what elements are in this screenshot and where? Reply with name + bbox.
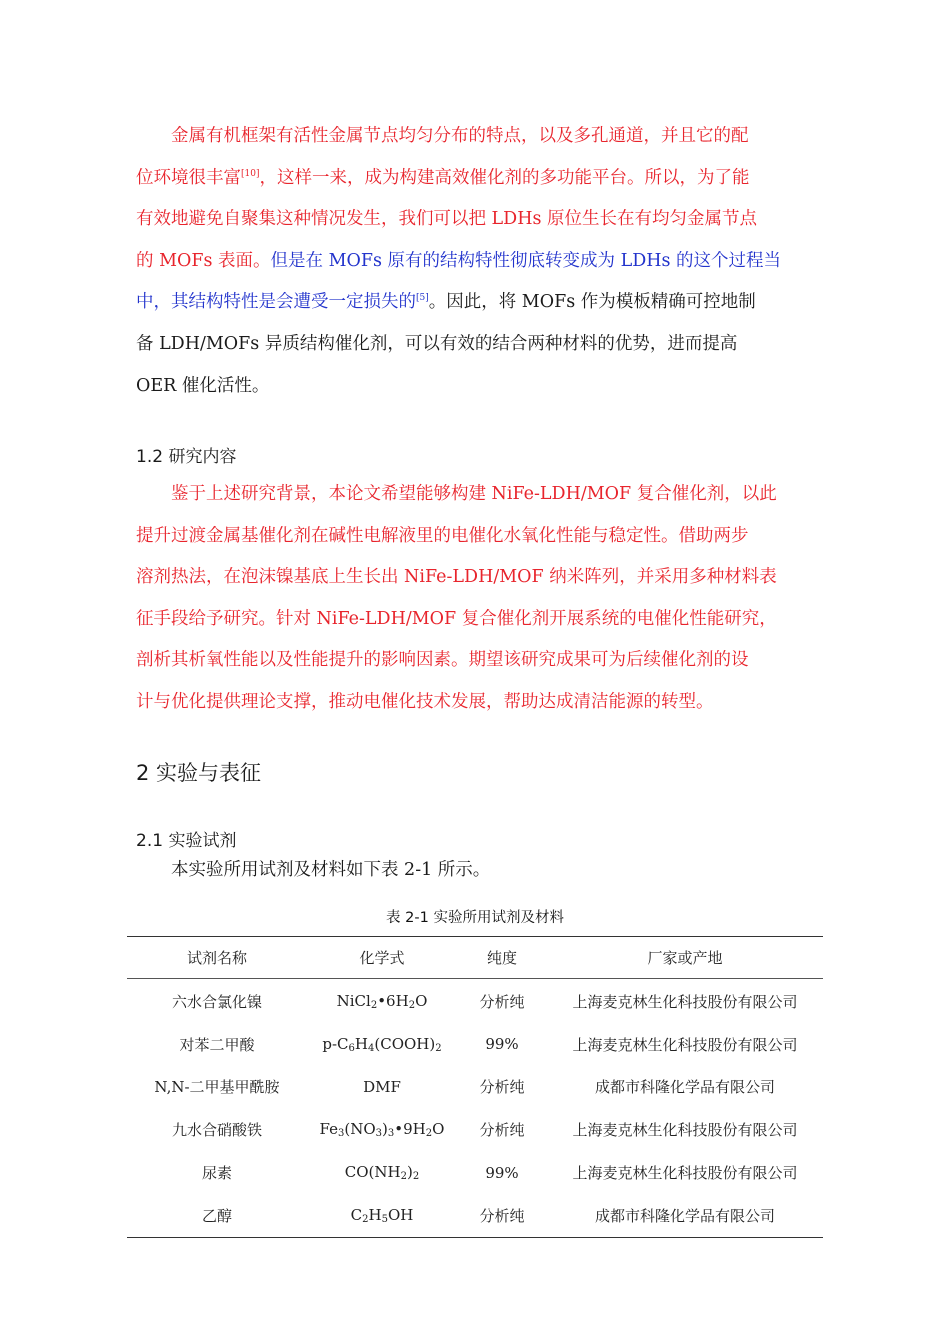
cell-formula xyxy=(307,1023,457,1066)
cell-purity: 分析纯 xyxy=(479,992,525,1011)
formula-part: C xyxy=(350,1205,363,1224)
cell-formula xyxy=(307,1108,457,1151)
formula-part: O xyxy=(415,991,428,1010)
intro-text: 。因此，将 MOFs 作为模板精确可控地制 xyxy=(428,292,756,313)
cell-reagent-name: 六水合氯化镍 xyxy=(171,992,262,1011)
cell-formula xyxy=(307,1151,457,1194)
cell-manufacturer: 上海麦克林生化科技股份有限公司 xyxy=(572,992,798,1011)
cell-manufacturer: 成都市科隆化学品有限公司 xyxy=(594,1078,775,1097)
table-row xyxy=(127,1108,823,1151)
table-row xyxy=(127,1194,823,1237)
formula-part: (COOH) xyxy=(374,1034,436,1053)
cell-formula xyxy=(307,979,457,1023)
intro-text: 的 MOFs 表面。 xyxy=(136,250,271,271)
formula-part: O xyxy=(432,1120,445,1139)
citation-ref: [5] xyxy=(416,293,429,304)
formula-subscript: 3 xyxy=(387,1128,395,1140)
intro-line: 金属有机框架有活性金属节点均匀分布的特点，以及多孔通道，并且它的配 xyxy=(171,126,749,146)
cell-formula xyxy=(307,1066,457,1109)
cell-purity: 分析纯 xyxy=(479,1078,525,1097)
intro-line: OER 催化活性。 xyxy=(136,375,270,396)
formula-subscript: 3 xyxy=(375,1128,383,1140)
header-purity: 纯度 xyxy=(457,937,547,979)
header-maker: 厂家或产地 xyxy=(547,937,823,979)
chapter-heading-2: 2 实验与表征 xyxy=(136,761,262,785)
formula-part: OH xyxy=(387,1205,414,1224)
cell-reagent-name: 尿素 xyxy=(201,1164,232,1183)
paragraph-line: 剖析其析氧性能以及性能提升的影响因素。期望该研究成果可为后续催化剂的设 xyxy=(136,650,749,671)
formula-subscript: 5 xyxy=(381,1213,388,1225)
paragraph-line: 计与优化提供理论支撑，推动电催化技术发展，帮助达成清洁能源的转型。 xyxy=(136,691,714,712)
formula-subscript: 2 xyxy=(370,999,378,1011)
intro-line: 备 LDH/MOFs 异质结构催化剂，可以有效的结合两种材料的优势，进而提高 xyxy=(136,333,738,354)
formula-part: CO(NH xyxy=(344,1163,401,1182)
table-row xyxy=(127,1066,823,1109)
intro-line xyxy=(136,158,816,200)
formula-part: ) xyxy=(406,1163,413,1182)
section-heading-1-2: 1.2 研究内容 xyxy=(136,447,237,467)
formula-subscript: 3 xyxy=(338,1128,345,1140)
formula-subscript: 2 xyxy=(408,999,416,1011)
reagents-table xyxy=(127,936,823,1238)
cell-reagent-name: N,N-二甲基甲酰胺 xyxy=(154,1078,280,1097)
cell-manufacturer: 上海麦克林生化科技股份有限公司 xyxy=(572,1035,798,1054)
formula-part: Fe xyxy=(319,1120,339,1139)
paragraph-line: 征手段给予研究。针对 NiFe-LDH/MOF 复合催化剂开展系统的电催化性能研究， xyxy=(136,608,777,629)
paragraph-line: 本实验所用试剂及材料如下表 2-1 所示。 xyxy=(171,860,491,880)
paragraph-line: 溶剂热法，在泡沫镍基底上生长出 NiFe-LDH/MOF 纳米阵列，并采用多种材料表 xyxy=(136,567,777,588)
formula-subscript: 4 xyxy=(368,1042,375,1054)
formula-subscript: 2 xyxy=(400,1171,407,1183)
intro-text: 位环境很丰富 xyxy=(136,167,241,188)
research-content-paragraph xyxy=(136,474,816,724)
cell-manufacturer: 上海麦克林生化科技股份有限公司 xyxy=(572,1164,798,1183)
table-row xyxy=(127,1151,823,1194)
header-name: 试剂名称 xyxy=(127,937,307,979)
formula-subscript: 6 xyxy=(348,1042,355,1054)
table-body xyxy=(127,979,823,1238)
cell-purity: 分析纯 xyxy=(457,1194,547,1237)
reagents-intro-text xyxy=(136,850,816,892)
section-heading-2-1: 2.1 实验试剂 xyxy=(136,831,237,851)
intro-line: 有效地避免自聚集这种情况发生，我们可以把 LDHs 原位生长在有均匀金属节点 xyxy=(136,209,758,230)
cell-manufacturer: 成都市科隆化学品有限公司 xyxy=(547,1194,823,1237)
header-formula: 化学式 xyxy=(307,937,457,979)
formula-part: •6H xyxy=(377,991,409,1010)
cell-reagent-name: 乙醇 xyxy=(127,1194,307,1237)
formula-part: DMF xyxy=(363,1077,401,1096)
table-header-row xyxy=(127,937,823,979)
cell-purity: 99% xyxy=(485,1163,519,1182)
formula-subscript: 2 xyxy=(412,1171,420,1183)
formula-subscript: 2 xyxy=(425,1128,433,1140)
cell-formula xyxy=(307,1194,457,1237)
cell-purity: 99% xyxy=(485,1035,519,1054)
cell-reagent-name: 对苯二甲酸 xyxy=(179,1035,255,1054)
intro-line xyxy=(136,241,816,283)
formula-part: (NO xyxy=(344,1120,376,1139)
table-caption: 表 2-1 实验所用试剂及材料 xyxy=(386,910,564,926)
cell-purity: 分析纯 xyxy=(479,1121,525,1140)
formula-part: NiCl xyxy=(336,991,371,1010)
table-row xyxy=(127,979,823,1023)
formula-part: ) xyxy=(382,1120,388,1139)
formula-part: •9H xyxy=(394,1120,426,1139)
formula-subscript: 2 xyxy=(362,1213,369,1225)
paragraph-line: 提升过渡金属基催化剂在碱性电解液里的电催化水氧化性能与稳定性。借助两步 xyxy=(136,525,749,546)
formula-subscript: 2 xyxy=(435,1042,442,1054)
cell-reagent-name: 九水合硝酸铁 xyxy=(171,1121,262,1140)
paragraph-line: 鉴于上述研究背景，本论文希望能够构建 NiFe-LDH/MOF 复合催化剂，以此 xyxy=(171,484,777,504)
intro-text-blue: 但是在 MOFs 原有的结构特性彻底转变成为 LDHs 的这个过程当 xyxy=(270,250,782,271)
intro-line xyxy=(136,282,816,324)
intro-text: ，这样一来，成为构建高效催化剂的多功能平台。所以，为了能 xyxy=(259,167,750,188)
formula-part: H xyxy=(354,1034,368,1053)
intro-text-blue: 中，其结构特性是会遭受一定损失的 xyxy=(136,292,416,313)
table-row xyxy=(127,1023,823,1066)
formula-part: p-C xyxy=(322,1034,349,1053)
intro-paragraph xyxy=(136,116,816,407)
citation-ref: [10] xyxy=(241,168,260,179)
formula-part: H xyxy=(368,1205,382,1224)
cell-manufacturer: 上海麦克林生化科技股份有限公司 xyxy=(572,1121,798,1140)
